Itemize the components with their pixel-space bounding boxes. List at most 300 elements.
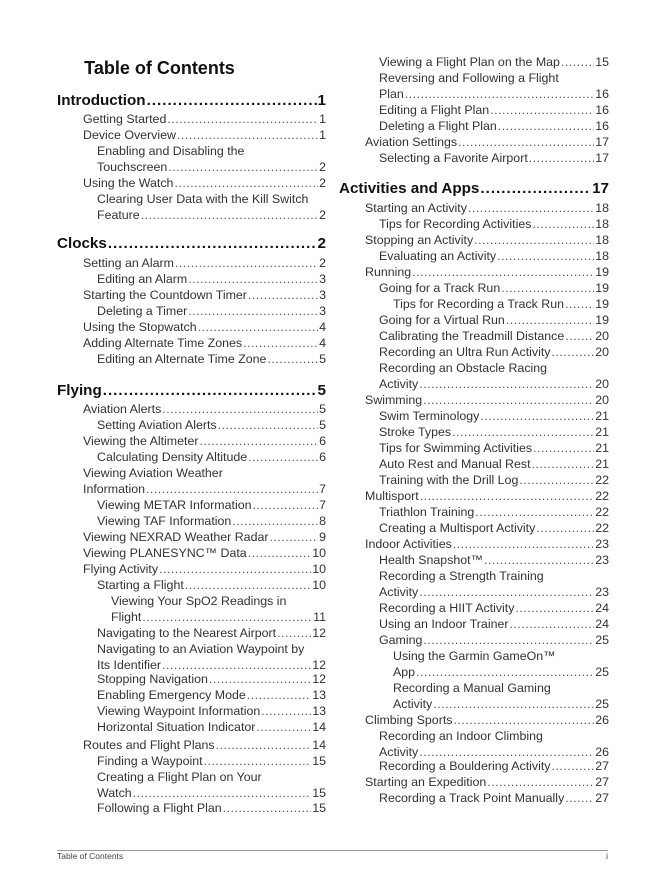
toc-section-heading[interactable] (57, 381, 326, 400)
toc-entry-title: Indoor Activities (365, 537, 452, 551)
toc-entry[interactable] (83, 561, 326, 577)
toc-page-number: 3 (319, 288, 326, 302)
dot-leader (209, 671, 311, 687)
toc-entry[interactable] (97, 577, 326, 593)
toc-entry-title: Activities and Apps (339, 180, 480, 197)
dot-leader (142, 609, 312, 625)
toc-page-number: 13 (312, 688, 326, 702)
dot-leader (561, 54, 594, 70)
toc-entry-title: Auto Rest and Manual Rest (379, 457, 531, 471)
toc-entry-title: Its Identifier (97, 658, 162, 672)
dot-leader (565, 790, 594, 806)
toc-entry-title: Enabling Emergency Mode (97, 688, 246, 702)
toc-entry-title: Horizontal Situation Indicator (97, 720, 256, 734)
dot-leader (565, 296, 594, 312)
toc-page-number: 22 (595, 489, 609, 503)
toc-entry-title: Flying (57, 382, 102, 399)
toc-entry-title: Calibrating the Treadmill Distance (379, 329, 565, 343)
toc-page-number: 7 (319, 498, 326, 512)
toc-page-number: 19 (595, 265, 609, 279)
dot-leader (199, 433, 318, 449)
dot-leader (515, 600, 594, 616)
toc-entry-title: Viewing a Flight Plan on the Map (379, 55, 560, 69)
toc-entry[interactable] (111, 593, 326, 625)
toc-entry-title: Touchscreen (97, 160, 168, 174)
dot-leader (458, 134, 594, 150)
toc-entry-title: Multisport (365, 489, 419, 503)
toc-entry[interactable] (393, 680, 609, 712)
toc-entry[interactable] (97, 351, 326, 367)
toc-page-number: 27 (595, 791, 609, 805)
toc-page-number: 24 (595, 617, 609, 631)
toc-entry-title: Health Snapshot™ (379, 553, 484, 567)
toc-page-number: 11 (313, 610, 326, 624)
toc-page-number: 7 (319, 482, 326, 496)
toc-entry[interactable] (97, 497, 326, 513)
footer-section-label: Table of Contents (57, 851, 124, 861)
toc-entry[interactable] (379, 216, 609, 232)
toc-entry-title: Watch (97, 786, 132, 800)
toc-entry[interactable] (379, 312, 609, 328)
dot-leader (405, 86, 594, 102)
toc-entry-title: Starting an Expedition (365, 775, 487, 789)
toc-entry-title: Editing a Flight Plan (379, 103, 490, 117)
toc-entry[interactable] (365, 392, 609, 408)
toc-entry-title: Enabling and Disabling the (97, 144, 245, 158)
toc-entry[interactable] (97, 191, 326, 223)
toc-page-number: 17 (595, 151, 609, 165)
toc-entry[interactable] (379, 632, 609, 648)
toc-entry-title: Adding Alternate Time Zones (83, 336, 243, 350)
toc-page-number: 22 (595, 505, 609, 519)
toc-entry[interactable] (365, 134, 609, 150)
dot-leader (423, 392, 594, 408)
dot-leader (433, 696, 594, 712)
toc-entry-title: Creating a Multisport Activity (379, 521, 536, 535)
toc-entry-title: Editing an Alarm (97, 272, 188, 286)
toc-entry-title: Evaluating an Activity (379, 249, 497, 263)
toc-page-number: 19 (595, 281, 609, 295)
toc-entry-title: Activity (379, 585, 419, 599)
toc-entry-title: Setting Aviation Alerts (97, 418, 217, 432)
toc-entry[interactable] (379, 520, 609, 536)
toc-entry[interactable] (97, 271, 326, 287)
toc-entry[interactable] (379, 344, 609, 360)
toc-entry[interactable] (83, 319, 326, 335)
toc-entry-title: Device Overview (83, 128, 176, 142)
toc-page-number: 3 (319, 272, 326, 286)
dot-leader (168, 159, 318, 175)
toc-page-number: 8 (319, 514, 326, 528)
toc-entry[interactable] (379, 328, 609, 344)
toc-page-number: 23 (595, 537, 609, 551)
toc-page-number: 4 (319, 320, 326, 334)
dot-leader (223, 800, 312, 816)
toc-entry[interactable] (97, 303, 326, 319)
dot-leader (453, 536, 594, 552)
dot-leader (218, 417, 318, 433)
toc-entry[interactable] (83, 335, 326, 351)
toc-entry-title: Going for a Virtual Run (379, 313, 505, 327)
toc-entry-title: Calculating Density Altitude (97, 450, 248, 464)
toc-entry-title: Clocks (57, 235, 107, 252)
toc-page-number: 1 (319, 128, 326, 142)
toc-entry-title: Clearing User Data with the Kill Switch (97, 192, 309, 206)
toc-entry[interactable] (365, 488, 609, 504)
toc-entry-title: Viewing METAR Information (97, 498, 252, 512)
dot-leader (174, 175, 318, 191)
dot-leader (490, 102, 594, 118)
toc-entry-title: Information (83, 482, 145, 496)
toc-page-number: 9 (319, 530, 326, 544)
toc-entry-title: Starting an Activity (365, 201, 467, 215)
dot-leader (529, 150, 594, 166)
footer-page-number: i (606, 851, 608, 861)
toc-entry[interactable] (365, 264, 609, 280)
toc-page-number: 2 (317, 235, 326, 252)
toc-entry-title: Reversing and Following a Flight (379, 71, 559, 85)
toc-page-number: 15 (312, 786, 326, 800)
toc-page-number: 13 (312, 704, 326, 718)
toc-page-number: 25 (595, 697, 609, 711)
dot-leader (252, 497, 318, 513)
toc-page-number: 16 (595, 87, 609, 101)
toc-page-number: 14 (312, 738, 326, 752)
toc-page-number: 14 (312, 720, 326, 734)
toc-entry[interactable] (97, 769, 326, 801)
toc-entry-title: Viewing TAF Information (97, 514, 232, 528)
dot-leader (419, 376, 594, 392)
toc-entry-title: Selecting a Favorite Airport (379, 151, 528, 165)
toc-entry[interactable] (379, 118, 609, 134)
toc-entry-title: Recording an Indoor Climbing (379, 729, 543, 743)
toc-page-number: 19 (595, 313, 609, 327)
toc-entry[interactable] (97, 449, 326, 465)
dot-leader (277, 625, 311, 641)
toc-page-number: 18 (595, 233, 609, 247)
toc-entry[interactable] (393, 648, 609, 680)
toc-page-number: 15 (595, 55, 609, 69)
toc-entry-title: Triathlon Training (379, 505, 475, 519)
toc-entry[interactable] (83, 433, 326, 449)
dot-leader (185, 577, 311, 593)
toc-entry-title: Activity (379, 377, 419, 391)
dot-leader (247, 687, 311, 703)
toc-entry[interactable] (97, 753, 326, 769)
toc-entry[interactable] (97, 417, 326, 433)
toc-entry[interactable] (379, 54, 609, 70)
toc-entry-title: Viewing NEXRAD Weather Radar (83, 530, 269, 544)
toc-entry-title: Following a Flight Plan (97, 801, 222, 815)
dot-leader (506, 312, 594, 328)
toc-entry[interactable] (379, 424, 609, 440)
toc-entry[interactable] (365, 200, 609, 216)
toc-entry[interactable] (379, 456, 609, 472)
dot-leader (416, 664, 594, 680)
toc-entry-title: Navigating to an Aviation Waypoint by (97, 642, 305, 656)
toc-entry-title: Deleting a Flight Plan (379, 119, 497, 133)
toc-page-number: 6 (319, 450, 326, 464)
toc-page-number: 3 (319, 304, 326, 318)
toc-section-heading[interactable] (339, 179, 609, 198)
toc-page-number: 22 (595, 473, 609, 487)
toc-entry-title: Viewing Your SpO2 Readings in (111, 594, 287, 608)
toc-entry-title: Activity (379, 745, 419, 759)
toc-entry-title: Setting an Alarm (83, 256, 174, 270)
toc-entry-title: Stopping an Activity (365, 233, 474, 247)
toc-entry-title: Stroke Types (379, 425, 452, 439)
toc-entry-title: Using the Garmin GameOn™ (393, 649, 556, 663)
dot-leader (412, 264, 594, 280)
toc-entry[interactable] (365, 536, 609, 552)
dot-leader (147, 91, 317, 110)
toc-entry-title: Going for a Track Run (379, 281, 501, 295)
toc-entry[interactable] (97, 687, 326, 703)
toc-entry[interactable] (365, 774, 609, 790)
toc-page-number: 20 (595, 393, 609, 407)
toc-entry-title: Introduction (57, 92, 146, 109)
toc-page-number: 22 (595, 521, 609, 535)
toc-entry-title: Editing an Alternate Time Zone (97, 352, 267, 366)
dot-leader (216, 737, 312, 753)
toc-page-number: 18 (595, 249, 609, 263)
toc-page-number: 2 (319, 160, 326, 174)
dot-leader (256, 719, 311, 735)
dot-leader (146, 481, 318, 497)
toc-entry-title: Climbing Sports (365, 713, 453, 727)
toc-page-number: 12 (312, 658, 326, 672)
toc-entry-title: Creating a Flight Plan on Your (97, 770, 262, 784)
toc-page-number: 25 (595, 633, 609, 647)
toc-entry[interactable] (97, 800, 326, 816)
toc-entry-title: Using the Watch (83, 176, 174, 190)
toc-entry-title: Training with the Drill Log (379, 473, 519, 487)
toc-entry-title: Plan (379, 87, 404, 101)
dot-leader (141, 207, 318, 223)
toc-entry[interactable] (379, 758, 609, 774)
toc-entry[interactable] (83, 287, 326, 303)
toc-entry-title: Viewing PLANESYNC™ Data (83, 546, 247, 560)
toc-entry-title: Recording an Obstacle Racing (379, 361, 548, 375)
dot-leader (188, 271, 318, 287)
toc-page-number: 5 (319, 402, 326, 416)
dot-leader (509, 616, 594, 632)
dot-leader (532, 216, 594, 232)
toc-entry[interactable] (97, 625, 326, 641)
toc-page-number: 10 (312, 578, 326, 592)
toc-entry[interactable] (83, 175, 326, 191)
toc-page-number: 26 (595, 745, 609, 759)
toc-page-number: 18 (595, 217, 609, 231)
toc-entry[interactable] (379, 360, 609, 392)
toc-entry[interactable] (379, 504, 609, 520)
toc-entry[interactable] (83, 127, 326, 143)
dot-leader (248, 449, 318, 465)
dot-leader (565, 328, 594, 344)
toc-entry-title: App (393, 665, 416, 679)
toc-entry[interactable] (379, 248, 609, 264)
toc-entry-title: Flying Activity (83, 562, 159, 576)
toc-entry-title: Viewing Aviation Weather (83, 466, 223, 480)
toc-entry-title: Aviation Alerts (83, 402, 162, 416)
dot-leader (243, 335, 318, 351)
toc-entry[interactable] (97, 671, 326, 687)
toc-page-number: 17 (595, 135, 609, 149)
dot-leader (419, 584, 594, 600)
dot-leader (480, 179, 591, 198)
toc-entry-title: Finding a Waypoint (97, 754, 203, 768)
toc-entry-title: Flight (111, 610, 142, 624)
toc-entry-title: Aviation Settings (365, 135, 458, 149)
toc-page-number: 25 (595, 665, 609, 679)
dot-leader (498, 118, 594, 134)
toc-entry[interactable] (379, 150, 609, 166)
dot-leader (552, 758, 595, 774)
toc-entry[interactable] (379, 408, 609, 424)
toc-page-number: 2 (319, 176, 326, 190)
toc-page-number: 1 (319, 112, 326, 126)
toc-page-number: 12 (312, 626, 326, 640)
toc-entry[interactable] (365, 232, 609, 248)
dot-leader (108, 234, 317, 253)
toc-page-number: 5 (319, 418, 326, 432)
toc-entry-title: Swim Terminology (379, 409, 480, 423)
toc-entry-title: Recording a Manual Gaming (393, 681, 551, 695)
toc-entry-title: Navigating to the Nearest Airport (97, 626, 277, 640)
dot-leader (198, 319, 318, 335)
toc-entry-title: Starting a Flight (97, 578, 184, 592)
toc-section-heading[interactable] (57, 234, 326, 253)
dot-leader (188, 303, 318, 319)
dot-leader (177, 127, 318, 143)
toc-entry-title: Viewing the Altimeter (83, 434, 199, 448)
toc-page-number: 27 (595, 759, 609, 773)
toc-entry[interactable] (83, 529, 326, 545)
dot-leader (248, 545, 312, 561)
toc-entry[interactable] (379, 568, 609, 600)
toc-page-number: 10 (312, 562, 326, 576)
toc-page-number: 15 (312, 754, 326, 768)
dot-leader (453, 712, 594, 728)
toc-entry[interactable] (97, 513, 326, 529)
toc-entry[interactable] (97, 703, 326, 719)
toc-entry-title: Recording a Bouldering Activity (379, 759, 551, 773)
dot-leader (475, 504, 594, 520)
dot-leader (551, 344, 594, 360)
dot-leader (159, 561, 311, 577)
toc-entry[interactable] (379, 728, 609, 760)
toc-entry-title: Gaming (379, 633, 423, 647)
toc-entry[interactable] (379, 552, 609, 568)
toc-page-number: 24 (595, 601, 609, 615)
dot-leader (536, 520, 594, 536)
dot-leader (420, 488, 594, 504)
toc-entry[interactable] (379, 790, 609, 806)
dot-leader (501, 280, 594, 296)
toc-entry[interactable] (97, 719, 326, 735)
toc-page-number: 16 (595, 119, 609, 133)
toc-entry[interactable] (379, 616, 609, 632)
toc-entry-title: Tips for Recording Activities (379, 217, 532, 231)
page-title: Table of Contents (84, 58, 235, 78)
toc-page-number: 16 (595, 103, 609, 117)
toc-entry[interactable] (379, 102, 609, 118)
dot-leader (468, 200, 594, 216)
dot-leader (204, 753, 312, 769)
toc-entry-title: Activity (393, 697, 433, 711)
toc-entry-title: Recording a Track Point Manually (379, 791, 565, 805)
toc-page-number: 1 (317, 92, 326, 109)
toc-page-number: 2 (319, 256, 326, 270)
dot-leader (103, 381, 317, 400)
dot-leader (248, 287, 318, 303)
toc-page-number: 21 (595, 441, 609, 455)
toc-entry[interactable] (83, 255, 326, 271)
toc-entry[interactable] (379, 600, 609, 616)
toc-page-number: 18 (595, 201, 609, 215)
toc-entry-title: Feature (97, 208, 140, 222)
toc-page-number: 6 (319, 434, 326, 448)
dot-leader (162, 401, 318, 417)
toc-entry[interactable] (83, 545, 326, 561)
toc-page-number: 10 (312, 546, 326, 560)
dot-leader (269, 529, 318, 545)
toc-page-number: 23 (595, 585, 609, 599)
dot-leader (423, 632, 594, 648)
toc-entry[interactable] (83, 737, 326, 753)
toc-entry-title: Starting the Countdown Timer (83, 288, 247, 302)
toc-page-number: 4 (319, 336, 326, 350)
toc-entry-title: Swimming (365, 393, 423, 407)
dot-leader (487, 774, 594, 790)
toc-entry[interactable] (83, 111, 326, 127)
toc-page-number: 19 (595, 297, 609, 311)
toc-entry[interactable] (83, 465, 326, 497)
toc-entry[interactable] (393, 296, 609, 312)
toc-page-number: 12 (312, 672, 326, 686)
toc-entry[interactable] (97, 143, 326, 175)
toc-entry[interactable] (97, 641, 326, 673)
dot-leader (175, 255, 318, 271)
toc-page-number: 20 (595, 377, 609, 391)
toc-entry-title: Running (365, 265, 412, 279)
dot-leader (261, 703, 311, 719)
toc-page-number: 5 (319, 352, 326, 366)
toc-entry[interactable] (379, 70, 609, 102)
toc-entry[interactable] (83, 401, 326, 417)
toc-entry-title: Stopping Navigation (97, 672, 208, 686)
dot-leader (474, 232, 594, 248)
dot-leader (133, 785, 312, 801)
toc-page-number: 23 (595, 553, 609, 567)
toc-entry[interactable] (379, 472, 609, 488)
dot-leader (497, 248, 594, 264)
toc-entry[interactable] (379, 280, 609, 296)
toc-page-number: 5 (317, 382, 326, 399)
toc-entry-title: Routes and Flight Plans (83, 738, 215, 752)
toc-page-number: 27 (595, 775, 609, 789)
toc-page-number: 2 (319, 208, 326, 222)
dot-leader (533, 440, 594, 456)
toc-entry[interactable] (365, 712, 609, 728)
toc-entry-title: Recording a Strength Training (379, 569, 544, 583)
toc-section-heading[interactable] (57, 91, 326, 110)
toc-entry[interactable] (379, 440, 609, 456)
toc-page-number: 21 (595, 457, 609, 471)
dot-leader (232, 513, 318, 529)
dot-leader (519, 472, 594, 488)
dot-leader (267, 351, 318, 367)
